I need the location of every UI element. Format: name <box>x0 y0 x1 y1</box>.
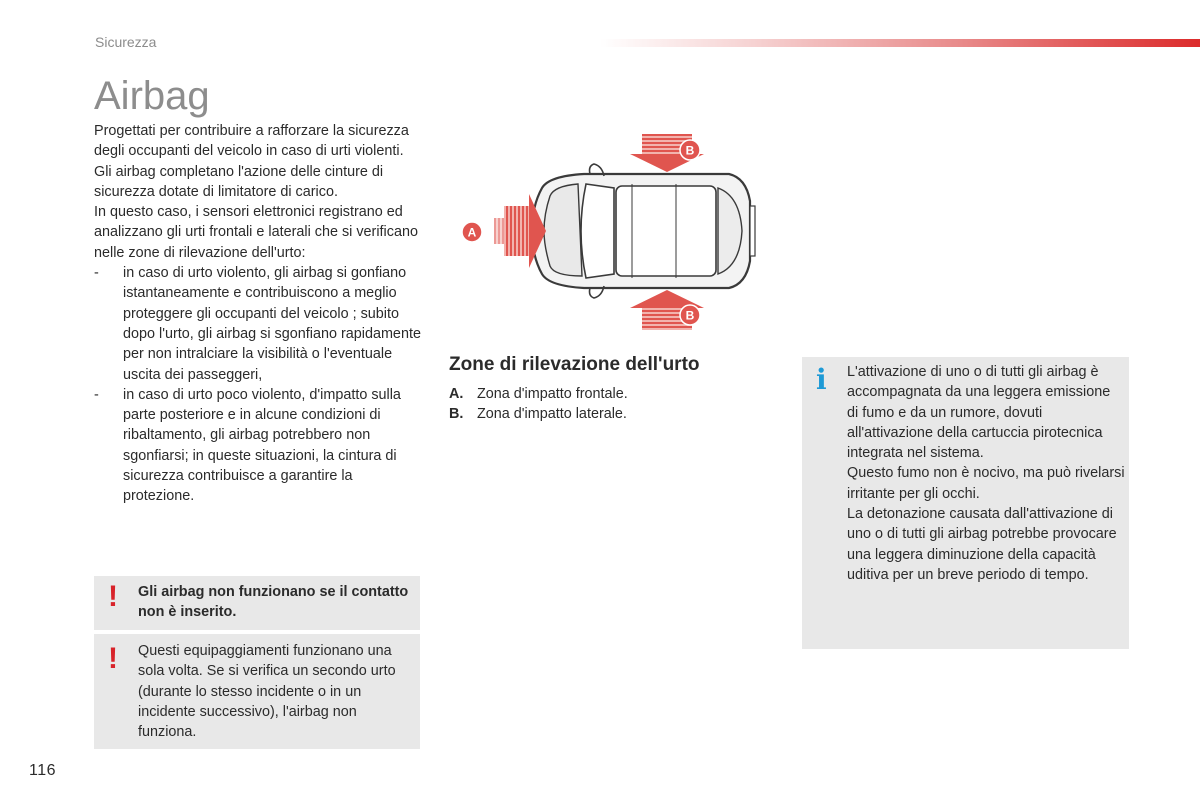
zone-item <box>449 384 628 404</box>
warning-icon: ! <box>108 642 118 675</box>
bullet-text: in caso di urto violento, gli airbag si gonfiano istantaneamente e contribuiscono a meglio proteggere gli occupanti del veicolo ; subito dopo l'urto, gli airbag si sgonfiano rapidamente per non intralciare la visibilità o l'eventuale uscita dei passeggeri, <box>123 265 421 383</box>
bullet-marker: - <box>94 386 99 403</box>
section-label: Sicurezza <box>95 34 157 50</box>
page-title: Airbag <box>94 74 210 118</box>
car-impact-zones-diagram <box>454 126 774 336</box>
warning-box <box>94 634 420 749</box>
warning-text: Questi equipaggiamenti funzionano una sola volta. Se si verifica un secondo urto (durante lo stesso incidente o in un incidente successivo), l'airbag non funziona. <box>138 643 396 741</box>
label-b-badge-top <box>680 140 700 160</box>
car-outline <box>532 164 755 298</box>
warning-icon: ! <box>108 580 118 613</box>
label-b-badge-bottom <box>680 305 700 325</box>
info-icon: i <box>816 363 827 396</box>
zone-text: Zona d'impatto laterale. <box>477 406 627 422</box>
zone-letter: B. <box>449 406 464 422</box>
bullet-item <box>94 385 424 507</box>
intro-paragraph-1: Progettati per contribuire a rafforzare la sicurezza degli occupanti del veicolo in caso di urti violenti. Gli airbag completano l'azione delle cinture di sicurezza dotate di limitatore di carico. <box>94 123 409 200</box>
bullet-text: in caso di urto poco violento, d'impatto sulla parte posteriore e in alcune condizioni di ribaltamento, gli airbag potrebbero non sgonfiarsi; in queste situazioni, la cintura di sicurezza contribuisce a garantire la protezione. <box>123 386 401 505</box>
header-accent-bar <box>600 39 1200 47</box>
intro-paragraph-2: In questo caso, i sensori elettronici registrano ed analizzano gli urti frontali e laterali che si verificano nelle zone di rilevazione dell'urto: <box>94 204 418 261</box>
info-paragraph: Questo fumo non è nocivo, ma può rivelarsi irritante per gli occhi. <box>847 465 1125 502</box>
label-a: A <box>467 225 477 240</box>
zones-list <box>449 384 628 424</box>
intro-text <box>94 121 424 507</box>
info-paragraph: La detonazione causata dall'attivazione di uno o di tutti gli airbag potrebbe provocare una leggera diminuzione della capacità uditiva per un breve periodo di tempo. <box>847 506 1117 583</box>
warning-box <box>94 576 420 630</box>
warning-text: Gli airbag non funzionano se il contatto non è inserito. <box>138 584 409 621</box>
zone-item <box>449 404 628 424</box>
info-box <box>802 357 1129 649</box>
info-text <box>847 362 1125 585</box>
bullet-item <box>94 263 424 385</box>
page-number: 116 <box>29 762 57 779</box>
zone-text: Zona d'impatto frontale. <box>477 386 628 402</box>
zone-letter: A. <box>449 386 464 402</box>
label-a-badge <box>462 222 482 242</box>
info-paragraph: L'attivazione di uno o di tutti gli airbag è accompagnata da una leggera emissione di fumo e da un rumore, dovuti all'attivazione della cartuccia pirotecnica integrata nel sistema. <box>847 364 1111 462</box>
zones-heading: Zone di rilevazione dell'urto <box>449 354 700 375</box>
label-b: B <box>685 143 695 158</box>
label-b: B <box>685 308 695 323</box>
bullet-marker: - <box>94 265 99 282</box>
